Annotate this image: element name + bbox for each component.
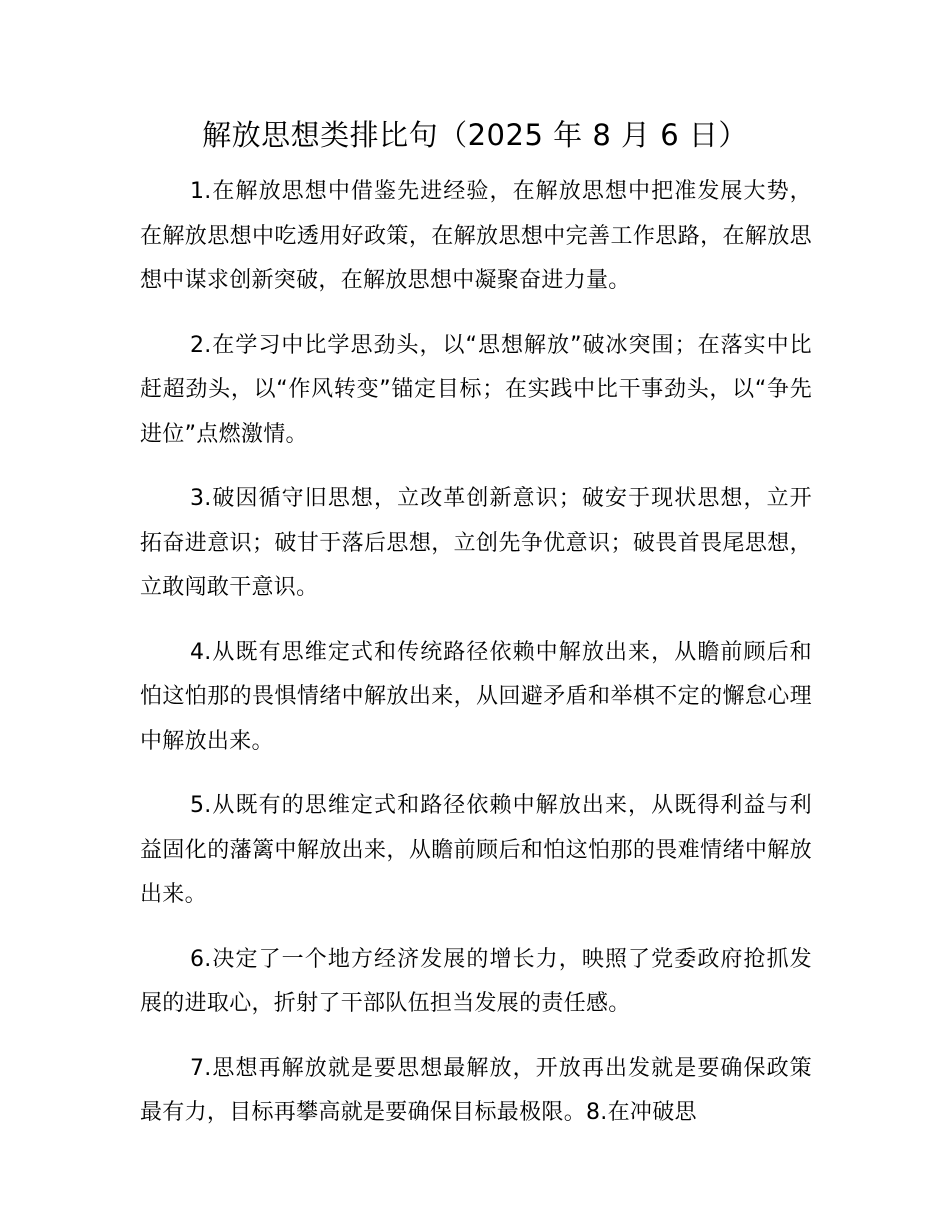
paragraph-4: 4.从既有思维定式和传统路径依赖中解放出来，从瞻前顾后和怕这怕那的畏惧情绪中解放出来，从回避矛盾和举棋不定的懈怠心理中解放出来。 [140, 639, 812, 754]
paragraph-5: 5.从既有的思维定式和路径依赖中解放出来，从既得利益与利益固化的藩篱中解放出来，从瞻前顾后和怕这怕那的畏难情绪中解放出来。 [140, 793, 812, 907]
paragraph-7: 7.思想再解放就是要思想最解放，开放再出发就是要确保政策最有力，目标再攀高就是要确保目标最极限。8.在冲破思 [140, 1055, 812, 1125]
paragraph-3: 3.破因循守旧思想，立改革创新意识；破安于现状思想，立开拓奋进意识；破甘于落后思想，立创先争优意识；破畏首畏尾思想，立敢闯敢干意识。 [140, 486, 812, 600]
paragraph-6: 6.决定了一个地方经济发展的增长力，映照了党委政府抢抓发展的进取心，折射了干部队伍担当发展的责任感。 [140, 946, 812, 1016]
paragraph-1: 1.在解放思想中借鉴先进经验，在解放思想中把准发展大势，在解放思想中吃透用好政策，在解放思想中完善工作思路，在解放思想中谋求创新突破，在解放思想中凝聚奋进力量。 [140, 179, 812, 293]
document-title: 解放思想类排比句（2025 年 8 月 6 日） [202, 118, 748, 152]
paragraph-2: 2.在学习中比学思劲头，以“思想解放”破冰突围；在落实中比赶超劲头，以“作风转变”锚定目标；在实践中比干事劲头，以“争先进位”点燃激情。 [140, 332, 812, 447]
document-body [140, 170, 812, 1156]
